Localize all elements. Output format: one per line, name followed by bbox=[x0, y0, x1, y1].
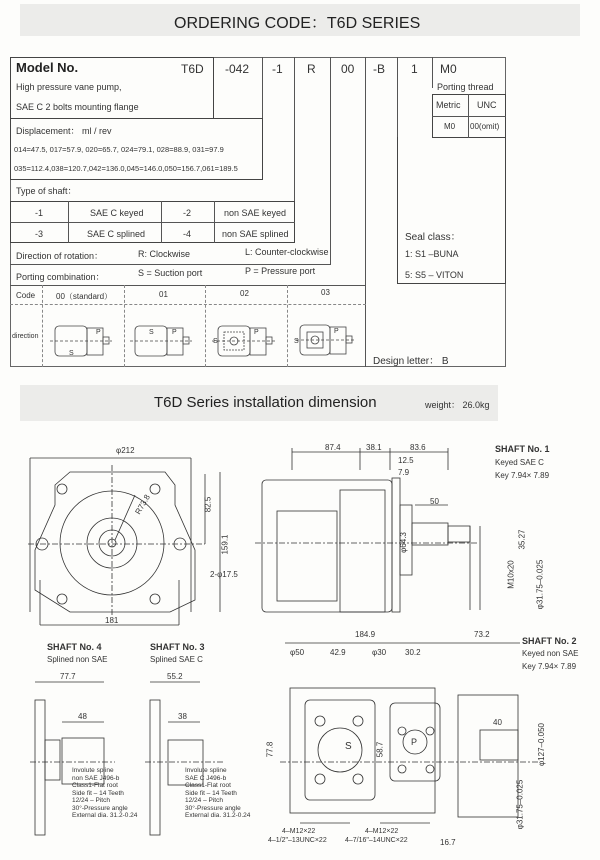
divider bbox=[10, 222, 295, 223]
dim-flange-dia: φ212 bbox=[116, 446, 135, 455]
seal-option-1: 1: S1 –BUNA bbox=[405, 249, 459, 259]
seal-option-5: 5: S5 – VITON bbox=[405, 270, 464, 280]
shaft-2-type: Keyed non SAE bbox=[522, 649, 579, 658]
model-desc-1: High pressure vane pump, bbox=[16, 82, 122, 92]
divider bbox=[10, 264, 331, 265]
dim-radius: R73.8 bbox=[133, 493, 152, 516]
svg-text:S: S bbox=[69, 350, 74, 357]
dim-302: 30.2 bbox=[405, 648, 421, 657]
suction-thread-metric: 4–M12×22 bbox=[282, 828, 316, 835]
suction-port-label: S bbox=[345, 741, 352, 752]
code-rotation: R bbox=[307, 62, 316, 76]
dim-38: 38 bbox=[178, 712, 187, 721]
divider bbox=[10, 285, 366, 286]
dim-825: 82.5 bbox=[203, 496, 213, 513]
dim-874: 87.4 bbox=[325, 443, 341, 452]
rotation-label: Direction of rotation： bbox=[16, 251, 104, 261]
dim-552: 55.2 bbox=[167, 672, 183, 681]
divider bbox=[214, 201, 215, 243]
dim-pressure-dia: φ30 bbox=[372, 648, 387, 657]
dim-40: 40 bbox=[493, 718, 502, 727]
note: 30°-Pressure angle bbox=[185, 804, 241, 812]
divider bbox=[365, 57, 366, 367]
shaft-2-key: Key 7.94× 7.89 bbox=[522, 662, 577, 671]
shaft-code: -4 bbox=[183, 229, 192, 239]
dim-mounting-holes: 2-φ17.5 bbox=[210, 570, 238, 579]
weight: weight： 26.0kg bbox=[425, 400, 490, 410]
divider bbox=[294, 57, 295, 202]
dim-pilot-dia: φ64.3 bbox=[398, 532, 408, 553]
shaft-3-title: SHAFT No. 3 bbox=[150, 642, 205, 652]
shaft-desc: SAE C keyed bbox=[90, 208, 144, 218]
top-view-drawing bbox=[280, 643, 540, 823]
divider bbox=[330, 57, 331, 264]
dim-587: 58.7 bbox=[375, 741, 385, 758]
porting-suction: S = Suction port bbox=[138, 268, 203, 278]
dim-shaft2-dia: φ31.75–0.025 bbox=[515, 779, 525, 830]
shaft-4-title: SHAFT No. 4 bbox=[47, 642, 102, 652]
note: 12/24 – Pitch bbox=[72, 797, 110, 804]
code-series: T6D bbox=[181, 62, 204, 76]
porting-thread-label: Porting thread bbox=[437, 82, 494, 92]
dim-836: 83.6 bbox=[410, 443, 426, 452]
dim-181: 181 bbox=[105, 616, 119, 625]
divider bbox=[468, 94, 469, 138]
shaft-code: -1 bbox=[35, 208, 44, 218]
note: 30°-Pressure angle bbox=[72, 804, 128, 812]
metric-value: M0 bbox=[444, 122, 456, 131]
divider bbox=[42, 285, 43, 367]
divider bbox=[10, 304, 366, 305]
dim-381: 38.1 bbox=[366, 443, 382, 452]
side-view-drawing bbox=[255, 448, 480, 612]
dim-732: 73.2 bbox=[474, 630, 490, 639]
model-label: Model No. bbox=[16, 60, 79, 75]
shaft-code: -3 bbox=[35, 229, 44, 239]
shaft-2-title: SHAFT No. 2 bbox=[522, 636, 577, 646]
note: 12/24 – Pitch bbox=[185, 797, 223, 804]
dim-1591: 159.1 bbox=[220, 534, 230, 555]
shaft-desc: non SAE keyed bbox=[224, 208, 287, 218]
shaft-4-spline-notes bbox=[72, 767, 137, 820]
note: Involute spline bbox=[72, 767, 114, 774]
seal-class-label: Seal class： bbox=[405, 232, 461, 243]
shaft-4-type: Splined non SAE bbox=[47, 655, 108, 664]
displacement-line-2: 035=112.4,038=120.7,042=136.0,045=146.0,050=156.7,061=189.5 bbox=[14, 164, 238, 173]
code-thread: M0 bbox=[440, 62, 457, 76]
shaft-desc: non SAE splined bbox=[222, 229, 289, 239]
shaft-desc: SAE C splined bbox=[87, 229, 146, 239]
note: SAE C J496-b bbox=[185, 774, 227, 782]
svg-text:S: S bbox=[294, 338, 299, 345]
svg-text:S: S bbox=[149, 329, 154, 336]
porting-code-02: 02 bbox=[240, 289, 249, 298]
suction-thread-unc: 4–1/2"–13UNC×22 bbox=[268, 837, 327, 844]
unc-value: 00(omit) bbox=[470, 122, 500, 131]
shaft-1-title: SHAFT No. 1 bbox=[495, 444, 550, 454]
metric-header: Metric bbox=[436, 100, 461, 110]
page-title: ORDERING CODE：T6D SERIES bbox=[174, 15, 421, 32]
svg-text:P: P bbox=[334, 328, 339, 335]
note: Class1-Flat root bbox=[185, 782, 231, 789]
dim-48: 48 bbox=[78, 712, 87, 721]
pressure-thread-metric: 4–M12×22 bbox=[365, 828, 399, 835]
code-porting: 00 bbox=[341, 62, 355, 76]
displacement-label: Displacement： ml / rev bbox=[16, 126, 112, 136]
install-title: T6D Series installation dimension bbox=[154, 394, 377, 411]
dim-777: 77.7 bbox=[60, 672, 76, 681]
dim-suction-dia: φ50 bbox=[290, 648, 305, 657]
note: External dia. 31.2-0.24 bbox=[72, 812, 138, 819]
shaft-type-label: Type of shaft： bbox=[16, 186, 77, 196]
svg-text:P: P bbox=[254, 329, 259, 336]
dim-125: 12.5 bbox=[398, 456, 414, 465]
shaft-3-type: Splined SAE C bbox=[150, 655, 203, 664]
note: Side fit – 14 Teeth bbox=[72, 789, 124, 797]
rotation-clockwise: R: Clockwise bbox=[138, 249, 191, 259]
note: External dia. 31.2-0.24 bbox=[185, 812, 251, 819]
divider bbox=[68, 201, 69, 243]
divider bbox=[432, 116, 506, 117]
divider bbox=[287, 285, 288, 367]
displacement-line-1: 014=47.5, 017=57.9, 020=65.7, 024=79.1, 028=88.9, 031=97.9 bbox=[14, 145, 224, 154]
pressure-port-label: P bbox=[411, 737, 418, 747]
dim-79: 7.9 bbox=[398, 468, 410, 477]
unc-header: UNC bbox=[477, 100, 497, 110]
divider bbox=[432, 57, 433, 88]
note: Class1-Flat root bbox=[72, 782, 118, 789]
svg-text:P: P bbox=[172, 329, 177, 336]
rotation-counter-clockwise: L: Counter-clockwise bbox=[245, 247, 329, 257]
note: Involute spline bbox=[185, 767, 227, 774]
code-displacement: -042 bbox=[225, 62, 250, 76]
porting-code-00: 00（standard） bbox=[56, 292, 113, 301]
dim-3527: 35.27 bbox=[517, 529, 527, 550]
pressure-thread-unc: 4–7/16"–14UNC×22 bbox=[345, 837, 408, 844]
front-view-drawing bbox=[28, 458, 220, 625]
porting-code-01: 01 bbox=[159, 290, 168, 299]
note: non SAE J496-b bbox=[72, 774, 120, 782]
divider bbox=[262, 57, 263, 121]
porting-pressure: P = Pressure port bbox=[245, 266, 316, 276]
svg-text:P: P bbox=[96, 329, 101, 336]
dim-1849: 184.9 bbox=[355, 630, 376, 639]
design-letter: Design letter： B bbox=[373, 356, 449, 367]
note: Side fit – 14 Teeth bbox=[185, 789, 237, 797]
code-seal: 1 bbox=[411, 62, 418, 76]
code-design: -B bbox=[373, 62, 385, 76]
dim-50: 50 bbox=[430, 497, 439, 506]
divider bbox=[205, 285, 206, 367]
dim-429: 42.9 bbox=[330, 648, 346, 657]
divider bbox=[161, 201, 162, 243]
dim-778: 77.8 bbox=[265, 741, 275, 758]
shaft-1-key: Key 7.94× 7.89 bbox=[495, 471, 550, 480]
svg-text:S: S bbox=[213, 338, 218, 345]
code-header: Code bbox=[16, 291, 36, 300]
dim-127: φ127–0.050 bbox=[537, 722, 547, 767]
seal-class-box bbox=[397, 137, 506, 284]
model-desc-2: SAE C 2 bolts mounting flange bbox=[16, 102, 139, 112]
porting-code-03: 03 bbox=[321, 288, 330, 297]
dim-thread: M10x20 bbox=[506, 560, 516, 589]
code-shaft: -1 bbox=[272, 62, 283, 76]
divider bbox=[124, 285, 125, 367]
direction-label: direction bbox=[12, 333, 39, 340]
shaft-1-type: Keyed SAE C bbox=[495, 458, 544, 467]
porting-label: Porting combination： bbox=[16, 272, 105, 282]
shaft-code: -2 bbox=[183, 208, 192, 218]
dim-shaft-dia: φ31.75–0.025 bbox=[535, 559, 545, 610]
shaft-3-spline-notes bbox=[185, 767, 250, 820]
dim-167: 16.7 bbox=[440, 838, 456, 847]
